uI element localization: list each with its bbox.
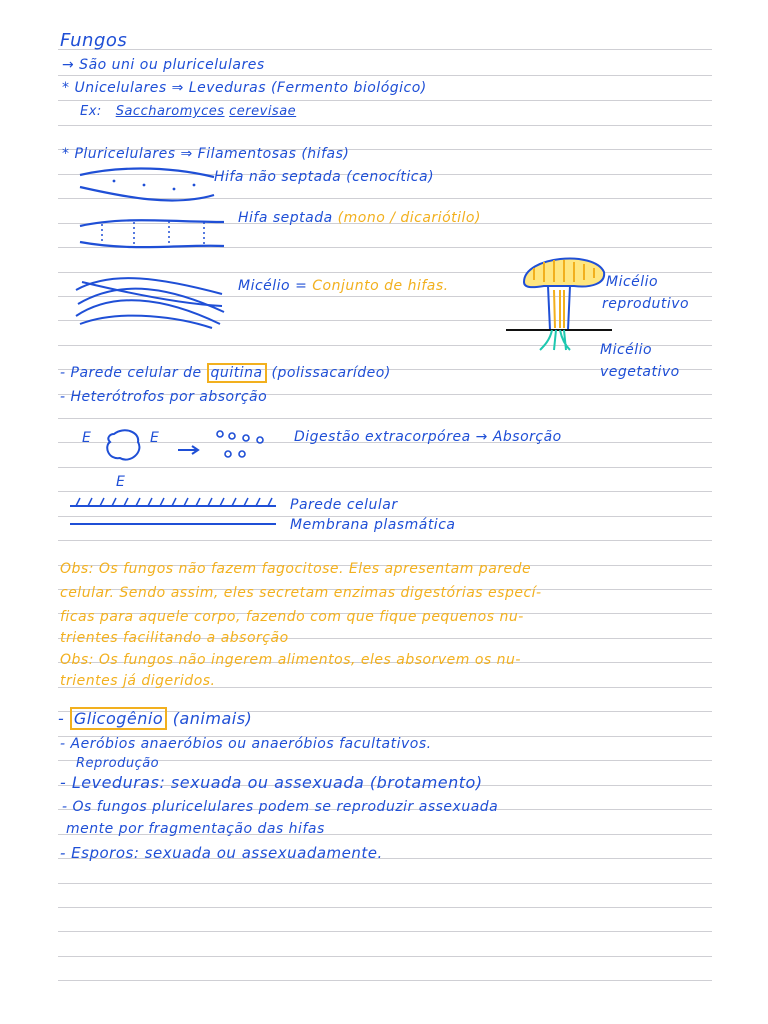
parede-prefix: - Parede celular de xyxy=(60,365,202,381)
species-epithet: cerevisae xyxy=(229,104,297,119)
rule-line xyxy=(58,980,712,981)
note-line-unicelulares: * Unicelulares ⇒ Leveduras (Fermento biológico) xyxy=(62,80,427,96)
label-membrana-plasmatica: Membrana plasmática xyxy=(290,517,456,533)
rule-line xyxy=(58,931,712,932)
obs2-line-2: trientes já digeridos. xyxy=(60,673,216,689)
rule-line xyxy=(58,49,712,50)
enzyme-label-2: E xyxy=(150,430,160,446)
hifa-septada-line xyxy=(238,210,481,226)
label-conjunto-hifas: Conjunto de hifas. xyxy=(312,278,449,294)
note-line-glicogenio xyxy=(58,709,252,728)
species-genus: Saccharomyces xyxy=(115,104,225,119)
note-line-example xyxy=(80,104,296,119)
note-line-esporos: - Esporos: sexuada ou assexuadamente. xyxy=(60,844,383,862)
parede-membrana-sketch xyxy=(68,496,280,528)
rule-line xyxy=(58,75,712,76)
example-prefix: Ex: xyxy=(80,104,102,119)
mushroom-drawing xyxy=(504,250,614,356)
rule-line xyxy=(58,100,712,101)
digestion-sketch xyxy=(100,424,280,470)
note-line-aerobios: - Aeróbios anaeróbios ou anaeróbios facultativos. xyxy=(60,736,432,752)
note-line-parede-quitina xyxy=(60,365,391,381)
note-line-pluricelulares-reproducao: - Os fungos pluricelulares podem se reproduzir assexuada xyxy=(62,799,499,815)
label-hifa-nao-septada: Hifa não septada (cenocítica) xyxy=(214,169,435,185)
note-line-fragmentacao: mente por fragmentação das hifas xyxy=(66,821,325,837)
parede-suffix: (polissacarídeo) xyxy=(271,365,391,381)
note-line-heterotrofos: - Heterótrofos por absorção xyxy=(60,389,268,405)
obs1-line-4: trientes facilitando a absorção xyxy=(60,630,289,646)
heading-reproducao: Reprodução xyxy=(76,756,160,771)
label-mono-dicariotico: (mono / dicariótilo) xyxy=(337,210,481,226)
note-line-uni-pluri: → São uni ou pluricelulares xyxy=(62,57,265,73)
label-micelio-vegetativo-1: Micélio xyxy=(600,342,653,358)
note-line-digestao-extracorporea: Digestão extracorpórea → Absorção xyxy=(294,429,562,445)
glicogenio-suffix: (animais) xyxy=(172,709,253,728)
rule-line xyxy=(58,883,712,884)
label-micelio-vegetativo-2: vegetativo xyxy=(600,364,680,380)
label-micelio-reprodutivo-1: Micélio xyxy=(606,274,659,290)
note-line-pluricelulares: * Pluricelulares ⇒ Filamentosas (hifas) xyxy=(62,146,350,162)
rule-line xyxy=(58,125,712,126)
obs1-line-2: celular. Sendo assim, eles secretam enzimas digestórias especí- xyxy=(60,585,542,601)
micelio-drawing xyxy=(72,268,232,332)
label-micelio-reprodutivo-2: reprodutivo xyxy=(602,296,690,312)
rule-line xyxy=(58,540,712,541)
obs2-line-1: Obs: Os fungos não ingerem alimentos, eles absorvem os nu- xyxy=(60,652,521,668)
quitina-boxed: quitina xyxy=(207,363,267,383)
micelio-line xyxy=(238,278,449,294)
note-line-leveduras-reproducao: - Leveduras: sexuada ou assexuada (brotamento) xyxy=(60,773,483,792)
enzyme-label-1: E xyxy=(82,430,92,446)
label-micelio: Micélio = xyxy=(238,278,308,294)
rule-line xyxy=(58,491,712,492)
rule-line xyxy=(58,956,712,957)
label-parede-celular: Parede celular xyxy=(290,497,398,513)
obs1-line-3: ficas para aquele corpo, fazendo com que fique pequenos nu- xyxy=(60,609,524,625)
hifa-septada-drawing xyxy=(74,212,234,258)
hifa-nao-septada-drawing xyxy=(74,163,224,211)
rule-line xyxy=(58,907,712,908)
page-title: Fungos xyxy=(60,30,128,51)
rule-line xyxy=(58,418,712,419)
enzyme-label-3: E xyxy=(116,474,126,490)
glicogenio-boxed: Glicogênio xyxy=(70,707,167,730)
glicogenio-dash: - xyxy=(58,709,65,728)
label-hifa-septada: Hifa septada xyxy=(238,210,333,226)
obs1-line-1: Obs: Os fungos não fazem fagocitose. Eles apresentam parede xyxy=(60,561,532,577)
